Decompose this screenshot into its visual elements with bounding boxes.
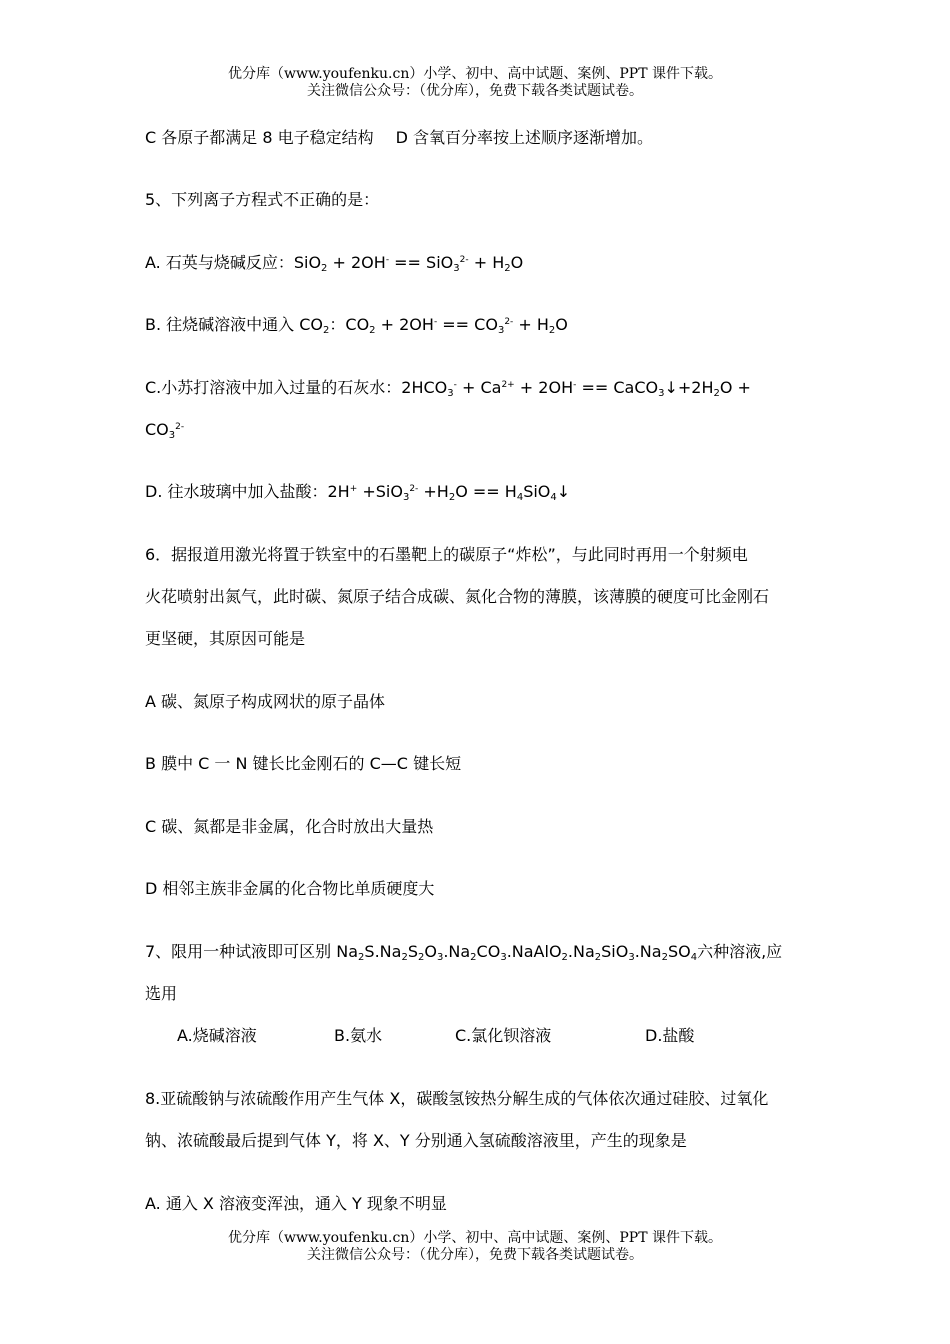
q5-option-c-continued: $CO_3^{2-}$ [145, 420, 185, 441]
header-line-1: 优分库（www.youfenku.cn）小学、初中、高中试题、案例、PPT 课件下载。 [227, 66, 722, 82]
page-header [0, 66, 950, 100]
q5-option-d: D. 往水玻璃中加入盐酸：$2H^+ +SiO_3^{2-} +H_2O$ == $H_4SiO_4↓$ [145, 482, 571, 503]
page-footer [0, 1230, 950, 1264]
q8-stem-line-1: 8.亚硫酸钠与浓硫酸作用产生气体 X，碳酸氢铵热分解生成的气体依次通过硅胶、过氧化 [145, 1089, 769, 1108]
q7-option-b: B.氨水 [334, 1026, 383, 1045]
q6-option-b: B 膜中 C 一 N 键长比金刚石的 C—C 键长短 [145, 754, 462, 773]
q7-stem-line-1: 7、限用一种试液即可区别 $Na_2S.Na_2S_2O_3.Na_2CO_3.NaAlO_2.Na_2SiO_3.Na_2SO_4$六种溶液,应 [145, 942, 783, 963]
q6-stem-line-3: 更坚硬，其原因可能是 [145, 629, 306, 648]
q6-stem-line-1: 6．据报道用激光将置于铁室中的石墨靶上的碳原子“炸松”，与此同时再用一个射频电 [145, 545, 748, 564]
q4-options [145, 128, 653, 148]
q5-option-b: B. 往烧碱溶液中通入 $CO_2$：$CO_2 + 2OH^- == CO_3^{2-} + H_2O$ [145, 315, 568, 336]
header-line-2: 关注微信公众号：（优分库），免费下载各类试题试卷。 [307, 83, 643, 99]
q8-option-a: A. 通入 X 溶液变浑浊，通入 Y 现象不明显 [145, 1194, 447, 1213]
q7-option-a: A.烧碱溶液 [177, 1026, 257, 1045]
q6-stem-line-2: 火花喷射出氮气，此时碳、氮原子结合成碳、氮化合物的薄膜，该薄膜的硬度可比金刚石 [145, 587, 770, 606]
q5-option-c: C.小苏打溶液中加入过量的石灰水：$2HCO_3^- + Ca^{2+} + 2OH^-$ == $CaCO_3↓+2H_2O$ + [145, 378, 751, 399]
footer-line-1: 优分库（www.youfenku.cn）小学、初中、高中试题、案例、PPT 课件下载。 [227, 1230, 722, 1246]
footer-line-2: 关注微信公众号：（优分库），免费下载各类试题试卷。 [307, 1247, 643, 1263]
q7-option-d: D.盐酸 [645, 1026, 695, 1045]
q6-option-a: A 碳、氮原子构成网状的原子晶体 [145, 692, 386, 711]
q7-option-c: C.氯化钡溶液 [455, 1026, 552, 1045]
q5-option-a: A. 石英与烧碱反应：$SiO_2 + 2OH^- == SiO_3^{2-} + H_2O$ [145, 253, 524, 274]
q7-stem-line-2: 选用 [145, 984, 178, 1003]
q6-option-d: D 相邻主族非金属的化合物比单质硬度大 [145, 879, 435, 898]
q5-stem: 5、下列离子方程式不正确的是： [145, 190, 380, 209]
q6-option-c: C 碳、氮都是非金属，化合时放出大量热 [145, 817, 434, 836]
q8-stem-line-2: 钠、浓硫酸最后提到气体 Y，将 X、Y 分别通入氢硫酸溶液里，产生的现象是 [145, 1131, 687, 1150]
q4-option-c: C 各原子都满足 8 电子稳定结构 [145, 128, 374, 147]
q4-option-d: D 含氧百分率按上述顺序逐渐增加。 [395, 128, 654, 147]
